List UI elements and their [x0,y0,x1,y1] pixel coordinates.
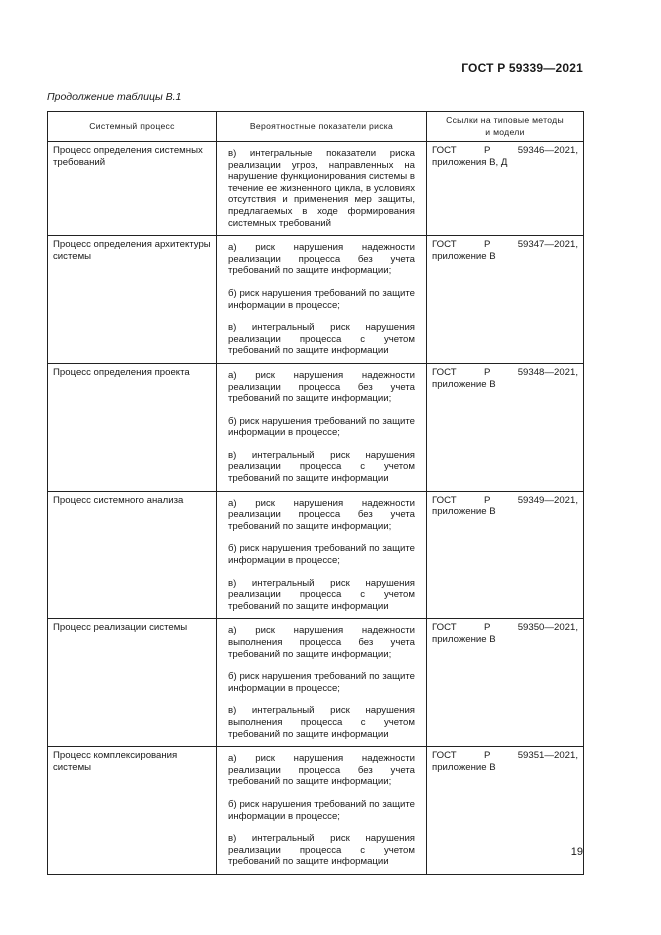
reference-cell: ГОСТ Р 59348—2021, приложение В [427,363,584,491]
risk-indicator-item: б) риск нарушения требований по защите информации в процессе; [228,287,415,311]
table-row [48,491,584,619]
process-cell: Процесс определения системных требований [48,142,217,236]
risk-indicator-item: б) риск нарушения требований по защите информации в процессе; [228,543,415,567]
risk-indicator-item: а) риск нарушения надежности реализации процесса без учета требований по защите информации; [228,369,415,405]
risk-indicators-cell [217,363,427,491]
risk-indicator-item: а) риск нарушения надежности реализации процесса без учета требований по защите информации; [228,242,415,277]
risk-indicator-item: в) интегральный риск нарушения выполнения процесса с учетом требований по защите информации [228,705,415,740]
risk-table [47,111,584,875]
reference-cell: ГОСТ Р 59346—2021, приложения В, Д [427,142,584,236]
reference-cell: ГОСТ Р 59351—2021, приложение В [427,747,584,875]
process-cell: Процесс системного анализа [48,491,217,619]
risk-indicator-item: а) риск нарушения надежности реализации процесса без учета требований по защите информации; [228,753,415,788]
risk-indicator-item: в) интегральный риск нарушения реализации процесса с учетом требований по защите информации [228,449,415,485]
process-cell: Процесс реализации системы [48,619,217,747]
risk-indicator-item: б) риск нарушения требований по защите информации в процессе; [228,798,415,822]
column-header-process: Системный процесс [48,112,217,142]
table-body [48,142,584,875]
risk-indicators-cell [217,491,427,619]
process-cell: Процесс определения проекта [48,363,217,491]
risk-indicator-item: в) интегральный риск нарушения реализации процесса с учетом требований по защите информации [228,833,415,868]
risk-indicators-cell [217,747,427,875]
table-row [48,142,584,236]
process-cell: Процесс определения архитектуры системы [48,236,217,364]
risk-indicator-item: в) интегральные показатели риска реализации угроз, направленных на нарушение функционирования системы в течение ее жизненного цикла, в условиях отсутствия и применения мер защиты, предлагаемых в ходе формирования системных требований [228,148,415,229]
risk-indicator-item: а) риск нарушения надежности выполнения процесса без учета требований по защите информации; [228,625,415,660]
page-number: 19 [570,846,583,858]
risk-indicators-cell [217,236,427,364]
table-row [48,619,584,747]
column-header-references-text: Ссылки на типовые методы и модели [446,114,564,137]
risk-indicator-item: а) риск нарушения надежности реализации процесса без учета требований по защите информации; [228,497,415,532]
risk-indicator-item: в) интегральный риск нарушения реализации процесса с учетом требований по защите информации [228,577,415,612]
column-header-references [427,112,584,142]
reference-cell: ГОСТ Р 59350—2021, приложение В [427,619,584,747]
table-row [48,747,584,875]
column-header-risk-indicators: Вероятностные показатели риска [217,112,427,142]
risk-indicators-cell [217,619,427,747]
risk-indicator-item: в) интегральный риск нарушения реализации процесса с учетом требований по защите информации [228,322,415,357]
process-cell: Процесс комплексирования системы [48,747,217,875]
risk-indicators-cell [217,142,427,236]
table-row [48,236,584,364]
table-row [48,363,584,491]
table-caption: Продолжение таблицы В.1 [47,91,182,103]
risk-indicator-item: б) риск нарушения требований по защите информации в процессе; [228,415,415,439]
risk-indicator-item: б) риск нарушения требований по защите информации в процессе; [228,671,415,694]
reference-cell: ГОСТ Р 59347—2021, приложение В [427,236,584,364]
table-header-row [48,112,584,142]
reference-cell: ГОСТ Р 59349—2021, приложение В [427,491,584,619]
document-standard-number: ГОСТ Р 59339—2021 [461,61,583,75]
